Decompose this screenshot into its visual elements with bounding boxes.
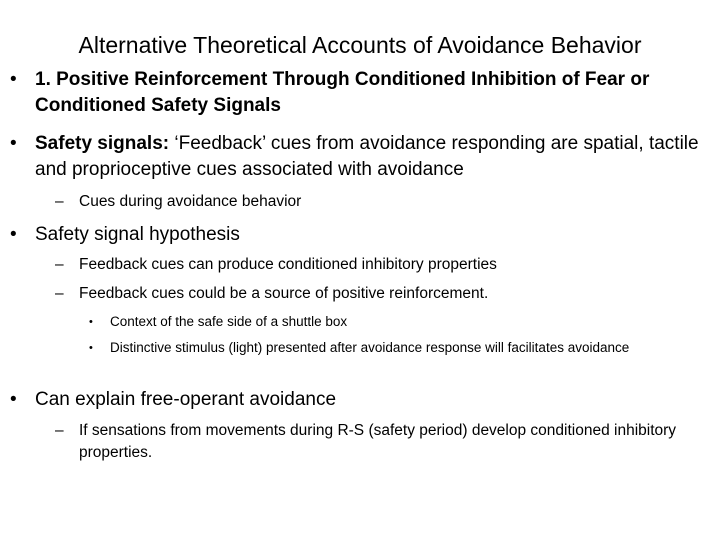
small-bullet-marker: •: [89, 316, 93, 328]
sub-bullet-feedback-inhibitory: [55, 254, 695, 276]
safety-signals-text: ‘Feedback’ cues from avoidance responding are spatial, tactile and proprioceptive cues associated with avoidance: [35, 133, 699, 180]
dash-marker: –: [55, 256, 64, 273]
dash-marker: –: [55, 422, 64, 439]
bullet-marker: •: [10, 389, 17, 410]
sub-bullet-feedback-reinforcement: [55, 283, 695, 305]
dash-marker: –: [55, 193, 64, 210]
safety-signals-label: Safety signals:: [35, 133, 170, 154]
sub-sub-bullet-text: Context of the safe side of a shuttle box: [110, 314, 348, 329]
bullet-marker: •: [10, 224, 17, 245]
sub-sub-bullet-distinctive-stimulus: [89, 338, 689, 358]
sub-bullet-text: Cues during avoidance behavior: [79, 193, 302, 210]
sub-sub-bullet-text: Distinctive stimulus (light) presented after avoidance response will facilitates avoidance: [110, 340, 630, 355]
small-bullet-marker: •: [89, 342, 93, 354]
bullet-safety-signals: [10, 131, 700, 183]
dash-marker: –: [55, 285, 64, 302]
sub-bullet-text: Feedback cues can produce conditioned inhibitory properties: [79, 256, 497, 273]
sub-bullet-cues-during-avoidance: [55, 191, 695, 213]
bullet-text: Can explain free-operant avoidance: [35, 389, 337, 410]
bullet-marker: •: [10, 69, 17, 90]
bullet-marker: •: [10, 133, 17, 154]
bullet-free-operant-avoidance: [10, 387, 700, 413]
slide-title: Alternative Theoretical Accounts of Avoidance Behavior: [78, 32, 642, 58]
sub-bullet-text: Feedback cues could be a source of positive reinforcement.: [79, 285, 489, 302]
bullet-text: 1. Positive Reinforcement Through Conditioned Inhibition of Fear or Conditioned Safety Signals: [35, 69, 650, 116]
sub-bullet-rs-safety-period: [55, 420, 705, 464]
sub-bullet-text: If sensations from movements during R-S (safety period) develop conditioned inhibitory properties.: [79, 422, 677, 461]
sub-sub-bullet-shuttle-box: [89, 312, 689, 332]
bullet-text: Safety signal hypothesis: [35, 224, 240, 245]
bullet-safety-signal-hypothesis: [10, 222, 700, 248]
bullet-positive-reinforcement: [10, 67, 700, 119]
